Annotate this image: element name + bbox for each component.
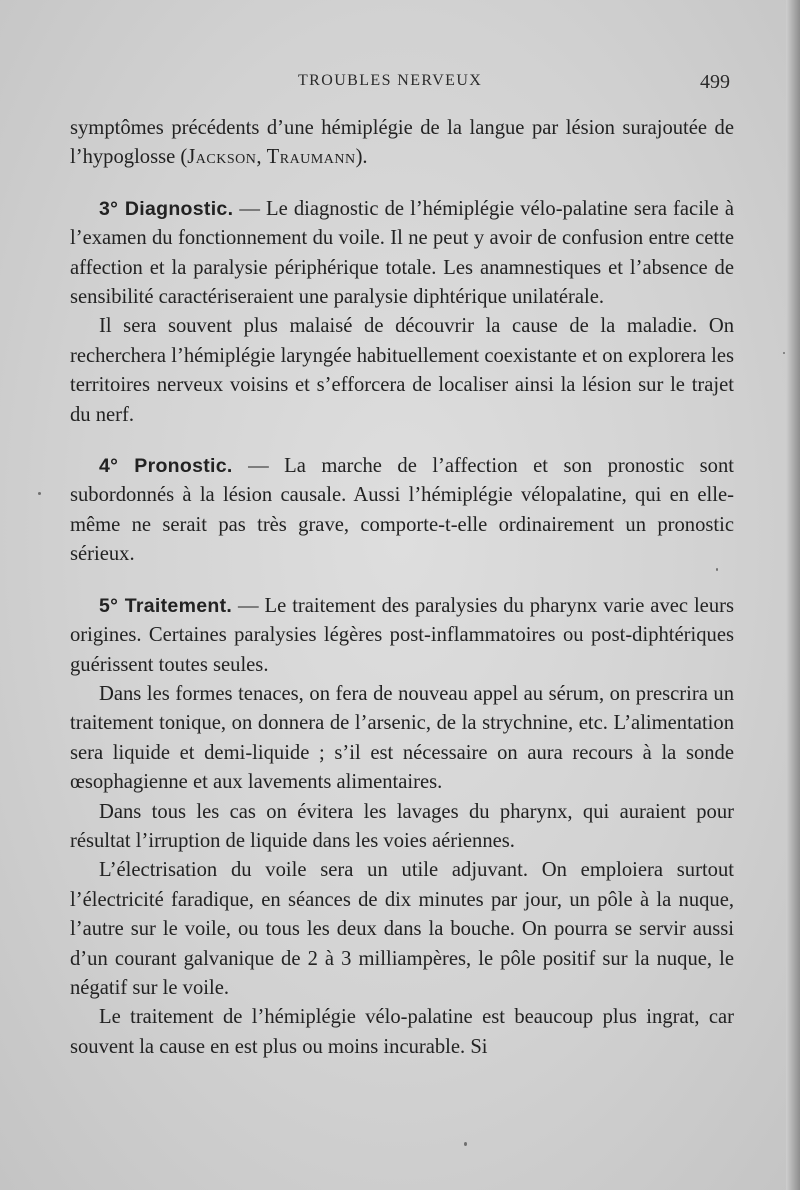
- section-heading-diagnostic: 3° Diagnostic.: [99, 197, 234, 220]
- author-name: Jackson: [187, 146, 257, 169]
- author-name: Traumann: [266, 146, 356, 169]
- diagnostic-paragraph-2: Il sera souvent plus malaisé de découvrir la cause de la maladie. On recherchera l’hémiplégie laryngée habituellement coexistante et on explorera les territoires nerveux voisins et s’efforcera de localiser ainsi la lésion sur le trajet du nerf.: [70, 315, 734, 426]
- pronostic-paragraph: [70, 452, 734, 570]
- paragraph-text: symptômes précédents d’une hémiplégie de la langue par lésion surajoutée de l’hypoglosse (: [70, 117, 734, 169]
- running-head: TROUBLES NERVEUX: [298, 72, 483, 89]
- diagnostic-paragraph: [70, 195, 734, 313]
- paper-speck: [38, 492, 41, 495]
- traitement-paragraph-3: Dans tous les cas on évitera les lavages du pharynx, qui auraient pour résultat l’irruption de liquide dans les voies aériennes.: [70, 800, 734, 852]
- continued-paragraph: [70, 114, 734, 173]
- section-heading-pronostic: 4° Pronostic.: [99, 455, 233, 478]
- separator-text: ,: [256, 146, 267, 169]
- page-body: [70, 114, 734, 1062]
- paragraph-text: — Le diagnostic de l’hémiplégie vélo-palatine sera facile à l’examen du fonctionnement du voile. Il ne peut y avoir de confusion entre cette affection et la paralysie périphérique totale. Les anamnestiques et l’absence de sensibilité caractériseraient une paralysie diphtérique unilatérale.: [70, 197, 734, 309]
- paragraph-text: — La marche de l’affection et son pronostic sont subordonnés à la lésion causale. Aussi l’hémiplégie vélopalatine, qui en elle-même ne serait pas très grave, comporte-t-elle ordinairement un pronostic sérieux.: [70, 455, 735, 566]
- paragraph-text: ).: [355, 146, 368, 169]
- section-heading-traitement: 5° Traitement.: [99, 594, 233, 617]
- paragraph-text: — Le traitement des paralysies du pharynx varie avec leurs origines. Certaines paralysies légères post-inflammatoires ou post-diphtériques guérissent toutes seules.: [70, 594, 734, 676]
- paper-speck: [464, 1142, 467, 1146]
- traitement-paragraph-2: Dans les formes tenaces, on fera de nouveau appel au sérum, on prescrira un traitement tonique, on donnera de l’arsenic, de la strychnine, etc. L’alimentation sera liquide et demi-liquide ; s’il est nécessaire on aura recours à la sonde œsophagienne et aux lavements alimentaires.: [70, 682, 734, 794]
- page-header: [0, 72, 800, 96]
- traitement-paragraph: [70, 592, 734, 680]
- traitement-paragraph-5: Le traitement de l’hémiplégie vélo-palatine est beaucoup plus ingrat, car souvent la cause en est plus ou moins incurable. Si: [70, 1006, 734, 1058]
- page-edge-shadow: [786, 0, 800, 1190]
- traitement-paragraph-4: L’électrisation du voile sera un utile adjuvant. On emploiera surtout l’électricité faradique, en séances de dix minutes par jour, un pôle à la nuque, l’autre sur le voile, ou tous les deux dans la bouche. On pourra se servir aussi d’un courant galvanique de 2 à 3 milliampères, le pôle positif sur la nuque, le négatif sur le voile.: [70, 859, 734, 999]
- page-number: 499: [700, 71, 730, 93]
- paper-speck: [783, 352, 785, 354]
- paper-speck: [716, 568, 718, 571]
